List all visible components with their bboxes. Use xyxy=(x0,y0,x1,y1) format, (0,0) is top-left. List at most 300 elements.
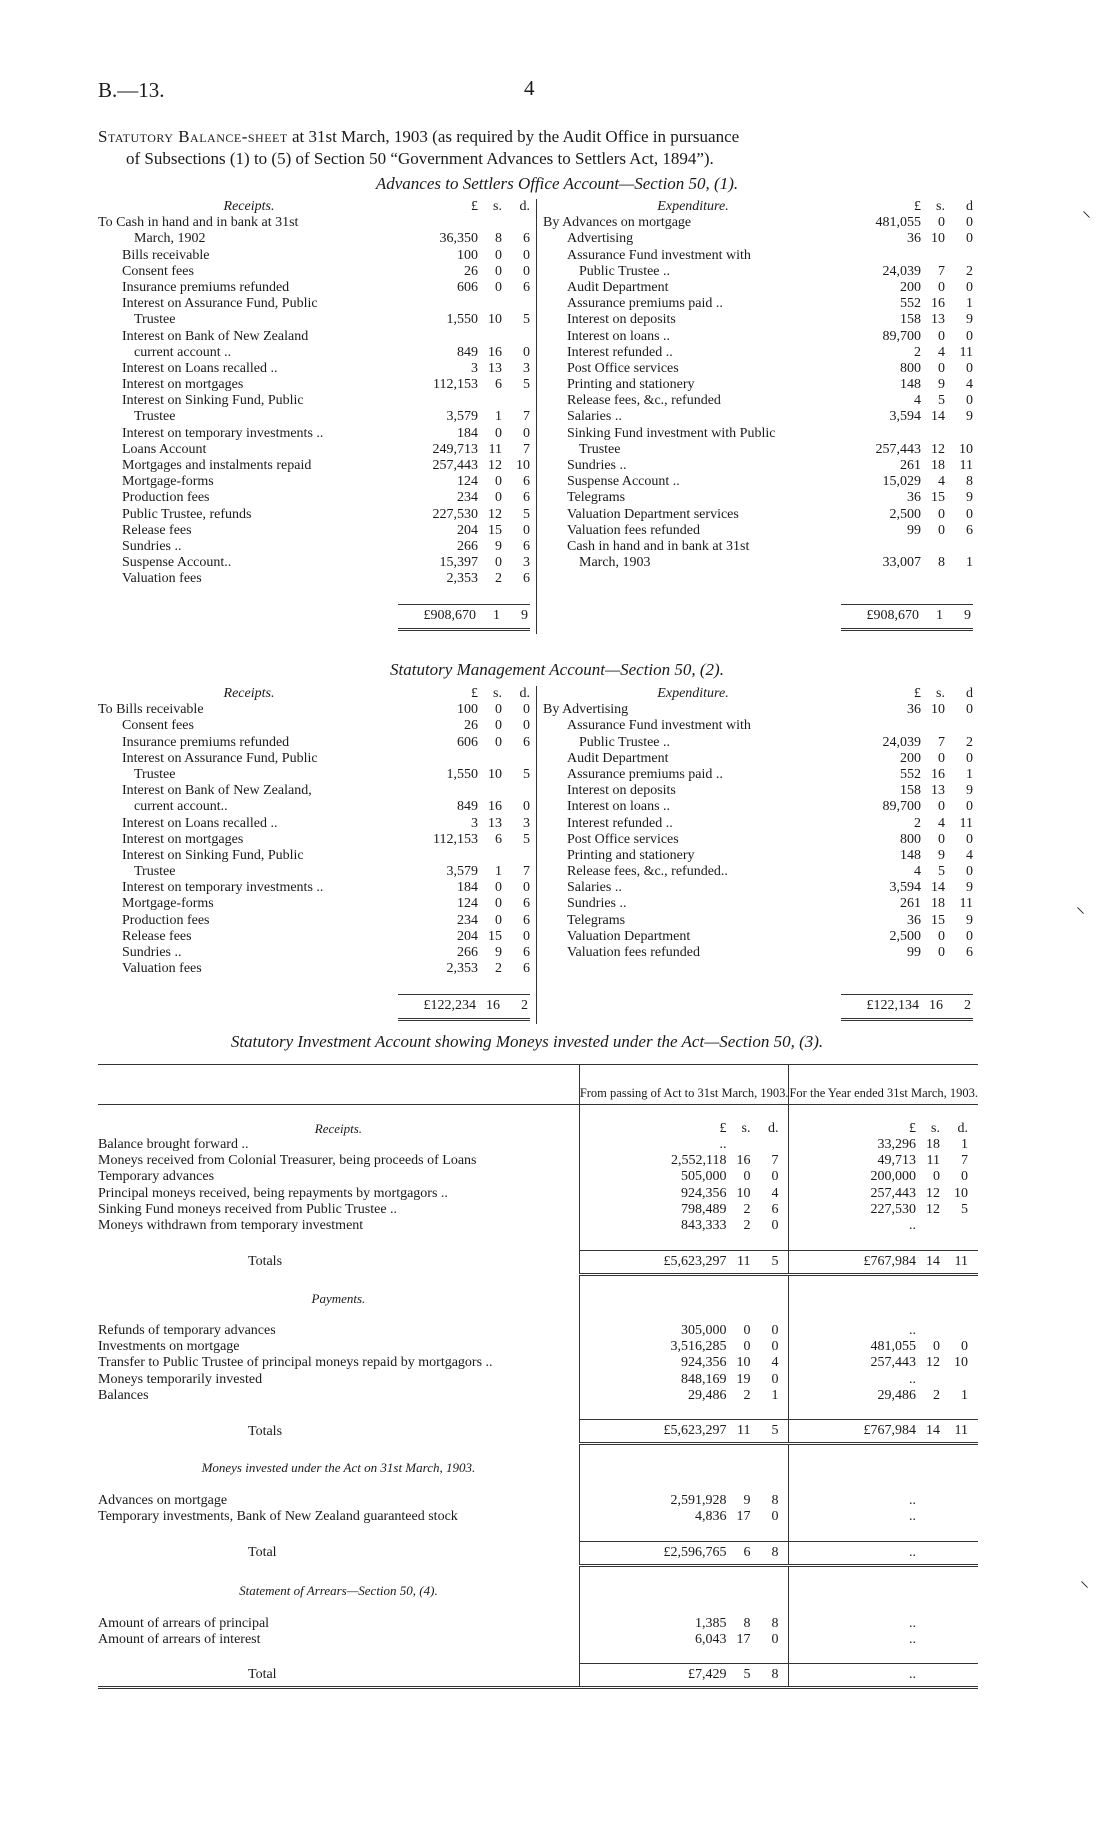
amount-pounds: £767,984 xyxy=(863,1253,916,1269)
amount-group xyxy=(789,1423,978,1439)
spacer-cell xyxy=(789,1404,978,1420)
amount-shillings: 0 xyxy=(495,896,502,912)
amount-shillings: 10 xyxy=(736,1185,751,1201)
amount-shillings: 12 xyxy=(926,1185,940,1201)
amount-pence xyxy=(502,848,530,864)
spacer-cell xyxy=(579,1290,789,1306)
label-text: Transfer to Public Trustee of principal moneys repaid by mortgagors .. xyxy=(98,1355,493,1371)
label-text: Sinking Fund moneys received from Public Trustee .. xyxy=(98,1201,398,1217)
amount-pounds: 3,594 xyxy=(889,409,921,425)
amount-pence xyxy=(945,248,973,264)
receipts-total-row xyxy=(398,998,530,1014)
amount-pounds: 2 xyxy=(914,815,921,831)
row-label: Post Office services xyxy=(567,831,679,847)
amount-cell-year-ended xyxy=(789,1664,978,1688)
row-label: Trustee xyxy=(134,864,176,880)
label-text: Investments on mortgage xyxy=(98,1339,240,1355)
amount-shillings: 4 xyxy=(938,344,945,360)
amount-pence xyxy=(940,1493,968,1509)
amount-cell-year-ended xyxy=(789,1153,978,1169)
amount-shillings: 0 xyxy=(938,799,945,815)
amount-shillings: 11 xyxy=(737,1253,751,1269)
row-label: Valuation fees refunded xyxy=(567,522,700,538)
amount-pounds xyxy=(843,539,921,555)
amount-pounds: 800 xyxy=(900,831,921,847)
amount-pence: 0 xyxy=(771,1169,779,1185)
amount-pounds: .. xyxy=(909,1667,916,1683)
expenditure-column xyxy=(543,199,973,571)
total-pence: 2 xyxy=(964,997,971,1013)
currency-pounds-header: £ xyxy=(914,199,921,214)
amount-group xyxy=(789,1355,978,1371)
amount-pence: 6 xyxy=(771,1201,779,1217)
amount-shillings: 18 xyxy=(931,458,945,473)
line-item-row xyxy=(98,1202,978,1218)
amount-cell-from-passing xyxy=(579,1250,789,1274)
expenditure-line-item xyxy=(543,539,973,555)
expenditure-line-item xyxy=(543,296,973,312)
amount-cell-year-ended xyxy=(789,1137,978,1153)
line-item-label xyxy=(98,1355,579,1371)
amount-shillings: 0 xyxy=(495,912,502,928)
amount-pence: 6 xyxy=(523,231,530,247)
amount-cell-from-passing xyxy=(579,1169,789,1185)
currency-header-from-passing xyxy=(579,1121,789,1137)
amount-pence: 10 xyxy=(954,1185,968,1201)
amount-pounds: 261 xyxy=(900,896,921,912)
amount-shillings xyxy=(916,1632,940,1648)
amount-pounds: .. xyxy=(909,1371,916,1387)
expenditure-line-item xyxy=(543,848,973,864)
total-double-rule xyxy=(398,628,530,631)
amount-pounds: 3,594 xyxy=(889,880,921,896)
amount-pounds: 4 xyxy=(914,864,921,880)
amount-shillings: 0 xyxy=(495,279,502,295)
amount-shillings: 12 xyxy=(926,1201,940,1217)
amount-pounds: 26 xyxy=(464,718,478,734)
amount-pounds: 204 xyxy=(457,522,478,538)
amount-pence: 10 xyxy=(959,441,973,457)
receipts-total-row xyxy=(398,608,530,624)
row-label: Mortgage-forms xyxy=(122,896,214,912)
expenditure-line-item xyxy=(543,767,973,783)
row-label: Interest on mortgages xyxy=(122,831,244,847)
row-label: By Advances on mortgage xyxy=(543,215,692,231)
amount-group xyxy=(580,1153,789,1169)
amount-shillings: 5 xyxy=(743,1667,751,1683)
total-row xyxy=(98,1250,978,1274)
amount-shillings: 0 xyxy=(743,1322,751,1338)
amount-pounds: 2,500 xyxy=(889,506,921,522)
row-label: Telegrams xyxy=(567,912,626,928)
advances-account-title: Advances to Settlers Office Account—Section 50, (1). xyxy=(375,174,739,193)
amount-group xyxy=(580,1355,789,1371)
receipts-header-row xyxy=(98,1121,978,1137)
amount-pence: 9 xyxy=(966,490,973,506)
receipts-line-item xyxy=(98,539,530,555)
amount-pence: 0 xyxy=(771,1218,779,1233)
subheading-row xyxy=(98,1583,978,1599)
amount-pence: 11 xyxy=(959,896,973,912)
amount-shillings: 9 xyxy=(495,538,502,554)
amount-shillings: 2 xyxy=(743,1387,751,1403)
amount-shillings: 9 xyxy=(495,945,502,960)
amount-pounds: .. xyxy=(909,1508,916,1524)
amount-cell-year-ended xyxy=(789,1541,978,1565)
amount-shillings: 5 xyxy=(938,864,945,880)
receipts-line-item xyxy=(98,702,530,718)
total-label xyxy=(98,1664,579,1688)
receipts-line-item xyxy=(98,880,530,896)
amount-cell-from-passing xyxy=(579,1355,789,1371)
spacer-row xyxy=(98,1404,978,1420)
spacer-cell xyxy=(789,1648,978,1664)
expenditure-line-item xyxy=(543,929,973,945)
spacer-cell xyxy=(579,1583,789,1599)
spacer-cell xyxy=(579,1307,789,1323)
amount-group xyxy=(789,1153,978,1169)
amount-pence: 7 xyxy=(961,1153,968,1169)
row-label: Interest on deposits xyxy=(567,783,676,799)
row-label: Assurance premiums paid .. xyxy=(567,766,723,782)
expenditure-line-item xyxy=(543,816,973,832)
receipts-line-item xyxy=(98,393,530,409)
expenditure-line-item xyxy=(543,702,973,718)
expenditure-line-item xyxy=(543,312,973,328)
expenditure-line-item xyxy=(543,832,973,848)
total-row xyxy=(98,1664,978,1688)
receipts-line-item xyxy=(98,783,530,799)
amount-pounds: 1,385 xyxy=(694,1615,727,1631)
row-label: Interest on deposits xyxy=(567,312,676,328)
label-text: Temporary advances xyxy=(98,1169,215,1185)
amount-pence: 0 xyxy=(771,1322,779,1338)
investment-account xyxy=(98,1064,978,1690)
row-label: Valuation fees xyxy=(122,571,202,587)
spacer-row xyxy=(98,1476,978,1492)
column-header-from-passing: From passing of Act to 31st March, 1903. xyxy=(579,1065,789,1105)
amount-pence: 6 xyxy=(523,734,530,750)
row-label: Loans Account xyxy=(122,441,207,457)
total-label xyxy=(98,1541,579,1565)
amount-pounds: £2,596,765 xyxy=(663,1544,727,1560)
subheading-row xyxy=(98,1290,978,1306)
label-text: Balance brought forward .. xyxy=(98,1137,249,1153)
row-label: Valuation fees refunded xyxy=(567,945,700,960)
row-label: Consent fees xyxy=(122,263,194,279)
amount-pounds: 15,029 xyxy=(882,474,921,490)
receipts-line-item xyxy=(98,896,530,912)
amount-shillings: 10 xyxy=(488,312,502,328)
row-label: Interest refunded .. xyxy=(567,344,673,360)
expenditure-total-row xyxy=(841,608,973,624)
amount-shillings: 0 xyxy=(495,718,502,734)
amount-cell-from-passing xyxy=(579,1541,789,1565)
row-label: Assurance Fund investment with xyxy=(567,718,751,734)
amount-shillings: 0 xyxy=(938,279,945,295)
amount-shillings: 12 xyxy=(488,458,502,473)
amount-pence xyxy=(945,718,973,734)
total-pounds: £122,234 xyxy=(423,997,476,1013)
amount-shillings: 7 xyxy=(938,263,945,279)
expenditure-line-item xyxy=(543,913,973,929)
amount-pounds: 3,516,285 xyxy=(670,1339,727,1355)
row-label: Advertising xyxy=(567,231,634,247)
amount-cell-from-passing xyxy=(579,1615,789,1631)
amount-pounds: 3,579 xyxy=(446,864,478,880)
spacer-cell xyxy=(789,1476,978,1492)
amount-pence: 5 xyxy=(523,506,530,522)
amount-pounds: 3 xyxy=(471,360,478,376)
amount-pence: 6 xyxy=(966,522,973,538)
amount-pence xyxy=(502,296,530,312)
row-label: To Cash in hand and in bank at 31st xyxy=(98,215,299,231)
amount-group xyxy=(789,1254,978,1270)
label-text: Advances on mortgage xyxy=(98,1492,228,1508)
amount-shillings xyxy=(916,1616,940,1632)
line-item-row xyxy=(98,1371,978,1387)
total-row xyxy=(98,1420,978,1444)
amount-pounds xyxy=(400,329,478,345)
amount-shillings xyxy=(916,1509,940,1525)
amount-group xyxy=(789,1372,978,1388)
amount-pounds: 234 xyxy=(457,490,478,506)
total-rule xyxy=(841,604,973,605)
row-label: Trustee xyxy=(134,409,176,425)
amount-cell-year-ended xyxy=(789,1323,978,1339)
amount-shillings: 9 xyxy=(743,1492,751,1508)
row-label: Release fees, &c., refunded xyxy=(567,393,721,409)
row-label: Consent fees xyxy=(122,718,194,734)
amount-pounds: 257,443 xyxy=(870,1355,916,1371)
amount-pounds: 15,397 xyxy=(439,555,478,571)
receipts-header-row xyxy=(98,199,530,215)
spacer-cell xyxy=(98,1565,579,1583)
header-blank xyxy=(98,1065,579,1105)
row-label: Trustee xyxy=(134,766,176,782)
amount-shillings: 5 xyxy=(938,393,945,409)
currency-shillings-header: s. xyxy=(493,686,502,701)
amount-group xyxy=(580,1323,789,1339)
total-shillings: 16 xyxy=(929,997,943,1013)
receipts-line-item xyxy=(98,945,530,961)
end-rule-cell xyxy=(98,1688,579,1690)
parliamentary-paper-ref: B.—13. xyxy=(98,78,165,102)
line-item-row xyxy=(98,1323,978,1339)
currency-pounds-header: £ xyxy=(914,686,921,701)
amount-cell-year-ended xyxy=(789,1185,978,1201)
amount-pounds: £5,623,297 xyxy=(663,1253,727,1269)
row-label: current account .. xyxy=(134,344,232,360)
row-label: Telegrams xyxy=(567,490,626,506)
receipts-line-item xyxy=(98,474,530,490)
amount-pounds: 158 xyxy=(900,783,921,799)
amount-shillings: 16 xyxy=(736,1153,751,1169)
currency-shillings-header: s. xyxy=(493,199,502,214)
amount-pence: 1 xyxy=(966,766,973,782)
amount-shillings: 14 xyxy=(926,1423,940,1439)
spacer-cell xyxy=(789,1460,978,1476)
amount-group xyxy=(789,1137,978,1153)
expenditure-line-item xyxy=(543,361,973,377)
amount-pounds: 606 xyxy=(457,734,478,750)
amount-cell-from-passing xyxy=(579,1185,789,1201)
amount-shillings: 8 xyxy=(938,555,945,571)
amount-pence: 7 xyxy=(523,441,530,457)
amount-shillings: 0 xyxy=(743,1169,751,1185)
amount-shillings: 12 xyxy=(488,506,502,522)
receipts-header-row xyxy=(98,686,530,702)
amount-shillings: 15 xyxy=(488,928,502,944)
spacer-row xyxy=(98,1307,978,1323)
receipts-line-item xyxy=(98,816,530,832)
expenditure-heading: Expenditure. xyxy=(657,686,729,701)
label-text: Principal moneys received, being repayments by mortgagors .. xyxy=(98,1185,448,1201)
amount-pounds: 124 xyxy=(457,474,478,490)
amount-shillings: 0 xyxy=(938,506,945,522)
amount-pence: 9 xyxy=(966,409,973,425)
amount-pence: 3 xyxy=(523,555,530,571)
total-label xyxy=(98,1250,579,1274)
line-item-label xyxy=(98,1137,579,1153)
title-line-2: of Subsections (1) to (5) of Section 50 “Government Advances to Settlers Act, 1894”). xyxy=(126,149,714,168)
amount-shillings: 0 xyxy=(495,555,502,571)
amount-pounds: 843,333 xyxy=(680,1218,727,1233)
amount-pence: 11 xyxy=(959,815,973,831)
amount-pounds: 204 xyxy=(457,928,478,944)
row-label: Release fees, &c., refunded.. xyxy=(567,864,728,880)
subheading: Payments. xyxy=(311,1290,366,1306)
amount-group xyxy=(580,1169,789,1185)
amount-pence: 0 xyxy=(966,799,973,815)
amount-group xyxy=(580,1616,789,1632)
expenditure-header-row xyxy=(543,686,973,702)
amount-shillings: 15 xyxy=(931,490,945,506)
amount-group xyxy=(789,1667,978,1683)
amount-pence: 10 xyxy=(954,1355,968,1371)
amount-shillings xyxy=(916,1372,940,1388)
amount-pounds xyxy=(400,393,478,409)
expenditure-line-item xyxy=(543,735,973,751)
amount-pence: 5 xyxy=(771,1253,779,1269)
row-label: Insurance premiums refunded xyxy=(122,734,290,750)
receipts-line-item xyxy=(98,751,530,767)
amount-shillings: 13 xyxy=(488,815,502,831)
amount-shillings: 0 xyxy=(938,945,945,960)
investment-account-title: Statutory Investment Account showing Moneys invested under the Act—Section 50, (3). xyxy=(230,1032,824,1051)
amount-pounds: .. xyxy=(719,1137,727,1153)
label-text: Amount of arrears of principal xyxy=(98,1615,270,1631)
amount-group xyxy=(580,1667,789,1683)
amount-pence: 5 xyxy=(523,831,530,847)
row-label: Interest on loans .. xyxy=(567,799,671,815)
spacer-row xyxy=(98,1444,978,1460)
row-label: Public Trustee .. xyxy=(579,263,671,279)
amount-shillings: 11 xyxy=(488,441,502,457)
amount-pence: 0 xyxy=(966,702,973,718)
amount-shillings: 18 xyxy=(926,1137,940,1153)
row-label: Sinking Fund investment with Public xyxy=(567,425,776,441)
amount-pence: 8 xyxy=(771,1667,779,1683)
row-label: Interest on Loans recalled .. xyxy=(122,815,278,831)
line-item-label xyxy=(98,1153,579,1169)
row-label: Valuation Department services xyxy=(567,506,739,522)
amount-group xyxy=(789,1545,978,1561)
amount-group xyxy=(580,1339,789,1355)
total-rule xyxy=(398,994,530,995)
spacer-row xyxy=(98,1565,978,1583)
amount-pounds: 36 xyxy=(907,490,921,506)
row-label: Interest on temporary investments .. xyxy=(122,425,324,441)
amount-cell-year-ended xyxy=(789,1339,978,1355)
amount-pence xyxy=(502,329,530,345)
amount-group xyxy=(580,1137,789,1153)
currency-pence-header: d xyxy=(966,686,973,701)
amount-pence xyxy=(945,426,973,442)
amount-cell-from-passing xyxy=(579,1371,789,1387)
amount-group xyxy=(580,1509,789,1525)
amount-cell-from-passing xyxy=(579,1388,789,1404)
expenditure-line-item xyxy=(543,523,973,539)
amount-pence: 6 xyxy=(523,912,530,928)
receipts-line-item xyxy=(98,507,530,523)
amount-pounds: 99 xyxy=(907,945,921,960)
amount-pounds: 481,055 xyxy=(875,215,921,231)
amount-pence: 5 xyxy=(523,766,530,782)
amount-cell-year-ended xyxy=(789,1169,978,1185)
amount-pounds: 200,000 xyxy=(870,1169,916,1185)
amount-group xyxy=(580,1545,789,1561)
row-label: Audit Department xyxy=(567,279,669,295)
line-item-row xyxy=(98,1355,978,1371)
amount-shillings: 0 xyxy=(495,474,502,490)
amount-pence: 6 xyxy=(523,538,530,554)
amount-pence: 0 xyxy=(961,1169,968,1185)
currency-pounds-header: £ xyxy=(471,199,478,214)
amount-shillings: 0 xyxy=(938,360,945,376)
spacer-cell xyxy=(98,1274,579,1290)
amount-shillings: 6 xyxy=(495,377,502,393)
total-row xyxy=(98,1541,978,1565)
amount-cell-year-ended xyxy=(789,1218,978,1234)
expenditure-line-item xyxy=(543,264,973,280)
amount-cell-from-passing xyxy=(579,1420,789,1444)
receipts-line-item xyxy=(98,832,530,848)
expenditure-line-item xyxy=(543,458,973,474)
amount-shillings: 13 xyxy=(931,312,945,328)
amount-shillings: 9 xyxy=(938,377,945,393)
amount-shillings xyxy=(726,1137,750,1153)
amount-cell-from-passing xyxy=(579,1218,789,1234)
receipts-line-item xyxy=(98,929,530,945)
spacer-row xyxy=(98,1599,978,1615)
amount-shillings: 17 xyxy=(736,1508,751,1524)
amount-pounds: 33,296 xyxy=(877,1137,916,1153)
line-item-row xyxy=(98,1632,978,1648)
line-item-label xyxy=(98,1169,579,1185)
amount-pence xyxy=(502,751,530,767)
receipts-column xyxy=(98,686,530,977)
amount-pence: 9 xyxy=(966,783,973,799)
amount-pence xyxy=(940,1616,968,1632)
amount-cell-year-ended xyxy=(789,1388,978,1404)
receipts-line-item xyxy=(98,848,530,864)
document-title xyxy=(98,126,1038,170)
amount-shillings: 16 xyxy=(931,296,945,312)
margin-mark: ⸌ xyxy=(1080,1578,1089,1598)
amount-pence xyxy=(940,1545,968,1561)
line-item-row xyxy=(98,1388,978,1404)
